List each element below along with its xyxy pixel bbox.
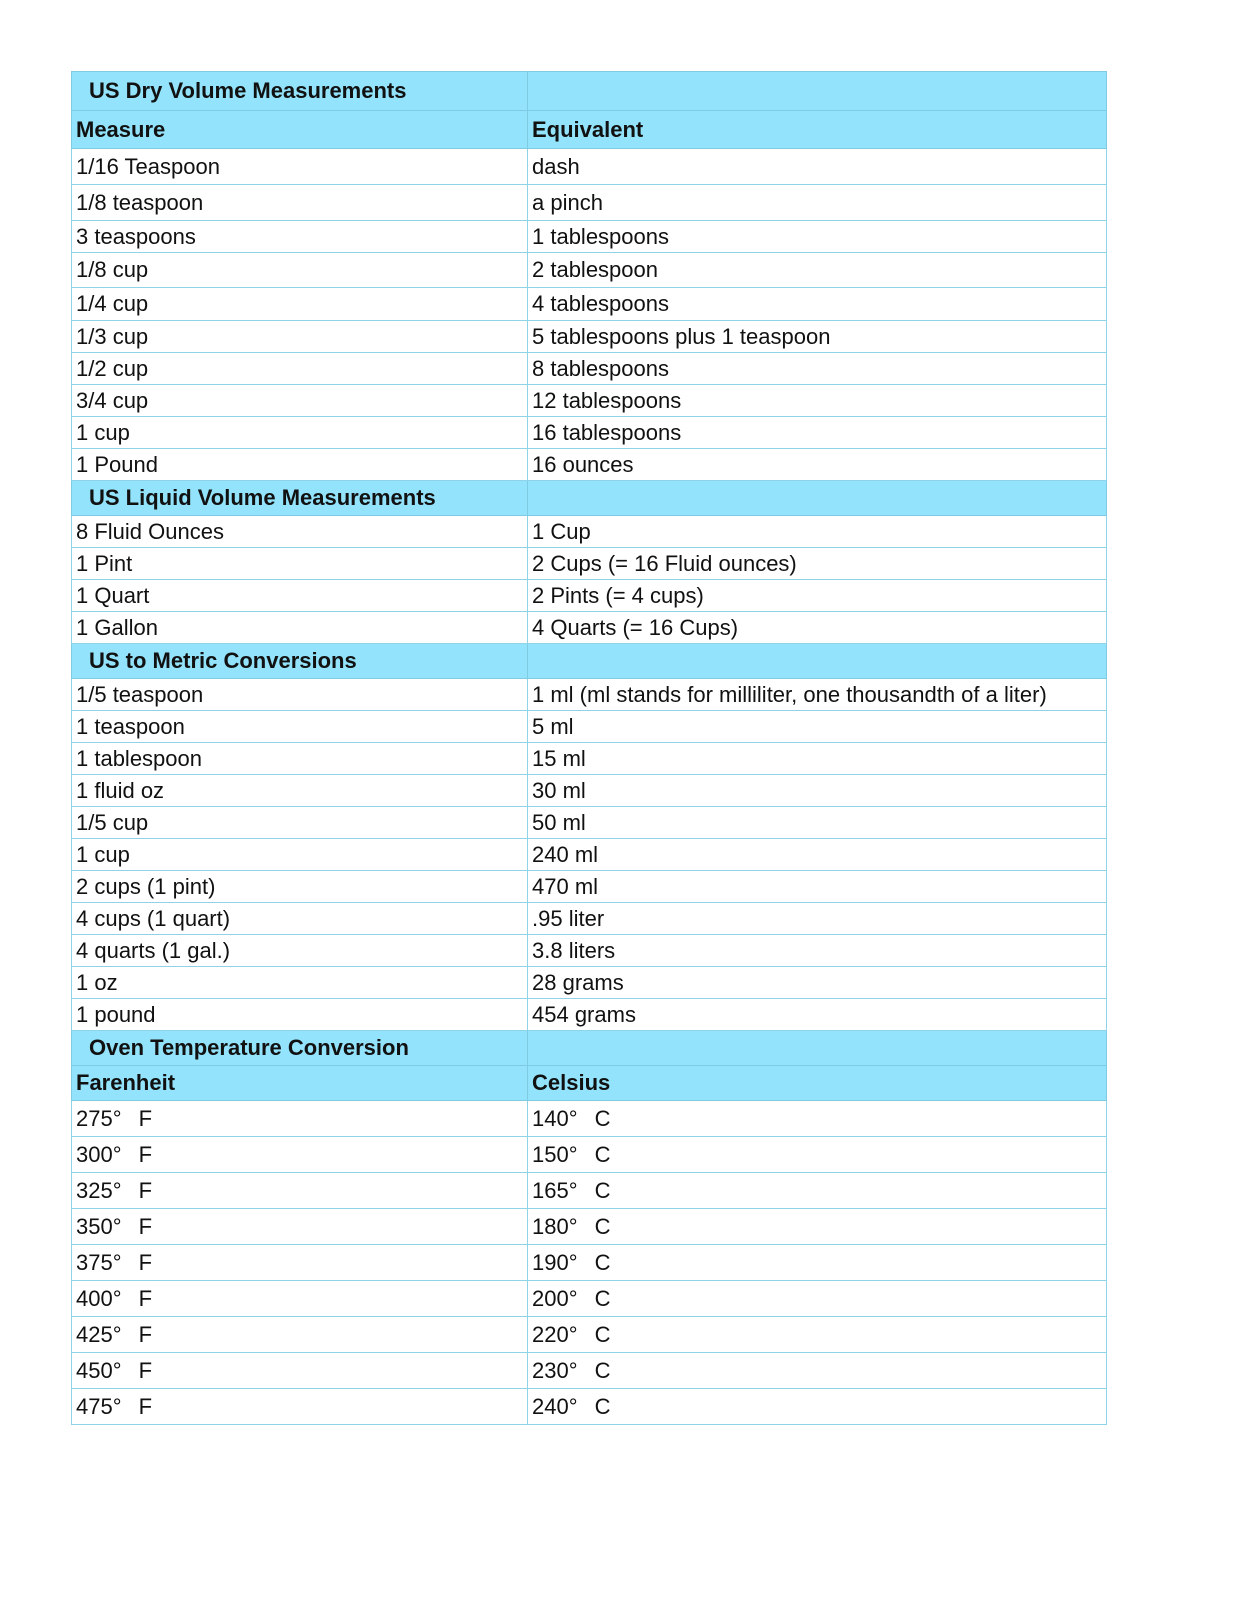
measure-cell: 450° F xyxy=(72,1353,528,1389)
table-row xyxy=(72,743,1107,775)
section-title-row xyxy=(72,644,1107,679)
equivalent-cell: a pinch xyxy=(528,185,1107,221)
equivalent-cell: 140° C xyxy=(528,1101,1107,1137)
table-row xyxy=(72,903,1107,935)
measure-cell: 1 pound xyxy=(72,999,528,1031)
measure-cell: 350° F xyxy=(72,1209,528,1245)
table-row xyxy=(72,679,1107,711)
table-row xyxy=(72,449,1107,481)
table-row xyxy=(72,288,1107,321)
equivalent-cell: 150° C xyxy=(528,1137,1107,1173)
measure-cell: 2 cups (1 pint) xyxy=(72,871,528,903)
table-row xyxy=(72,580,1107,612)
measure-cell: 1 teaspoon xyxy=(72,711,528,743)
equivalent-cell: 5 ml xyxy=(528,711,1107,743)
table-row xyxy=(72,999,1107,1031)
equivalent-cell: 240° C xyxy=(528,1389,1107,1425)
equivalent-cell: 240 ml xyxy=(528,839,1107,871)
equivalent-cell: 230° C xyxy=(528,1353,1107,1389)
column-header-row xyxy=(72,111,1107,149)
table-row xyxy=(72,385,1107,417)
section-title-blank-cell xyxy=(528,1031,1107,1066)
measure-cell: 300° F xyxy=(72,1137,528,1173)
measure-cell: 1 Pound xyxy=(72,449,528,481)
equivalent-cell: 190° C xyxy=(528,1245,1107,1281)
measure-cell: 1 Gallon xyxy=(72,612,528,644)
column-header-row xyxy=(72,1066,1107,1101)
measure-cell: 325° F xyxy=(72,1173,528,1209)
equivalent-cell: 5 tablespoons plus 1 teaspoon xyxy=(528,321,1107,353)
table-row xyxy=(72,516,1107,548)
equivalent-cell: 1 ml (ml stands for milliliter, one thousandth of a liter) xyxy=(528,679,1107,711)
equivalent-cell: 8 tablespoons xyxy=(528,353,1107,385)
section-title-row xyxy=(72,1031,1107,1066)
equivalent-cell: 454 grams xyxy=(528,999,1107,1031)
section-title: Oven Temperature Conversion xyxy=(72,1031,528,1066)
table-row xyxy=(72,253,1107,288)
table-row xyxy=(72,1137,1107,1173)
section-title: US to Metric Conversions xyxy=(72,644,528,679)
table-row xyxy=(72,417,1107,449)
table-row xyxy=(72,807,1107,839)
measure-cell: 8 Fluid Ounces xyxy=(72,516,528,548)
equivalent-cell: 3.8 liters xyxy=(528,935,1107,967)
section-title-blank-cell xyxy=(528,644,1107,679)
measure-cell: 1/5 cup xyxy=(72,807,528,839)
equivalent-cell: 2 Pints (= 4 cups) xyxy=(528,580,1107,612)
table-row xyxy=(72,149,1107,185)
table-row xyxy=(72,1281,1107,1317)
table-row xyxy=(72,871,1107,903)
measure-cell: 1 fluid oz xyxy=(72,775,528,807)
equivalent-cell: 16 tablespoons xyxy=(528,417,1107,449)
measure-cell: 1/16 Teaspoon xyxy=(72,149,528,185)
column-header: Equivalent xyxy=(528,111,1107,149)
measure-cell: 1 Quart xyxy=(72,580,528,612)
measure-cell: 1/4 cup xyxy=(72,288,528,321)
equivalent-cell: 220° C xyxy=(528,1317,1107,1353)
measure-cell: 1/5 teaspoon xyxy=(72,679,528,711)
measure-cell: 475° F xyxy=(72,1389,528,1425)
equivalent-cell: 4 Quarts (= 16 Cups) xyxy=(528,612,1107,644)
measure-cell: 4 cups (1 quart) xyxy=(72,903,528,935)
equivalent-cell: 50 ml xyxy=(528,807,1107,839)
table-row xyxy=(72,1173,1107,1209)
measure-cell: 425° F xyxy=(72,1317,528,1353)
table-row xyxy=(72,935,1107,967)
section-title-row xyxy=(72,481,1107,516)
measure-cell: 3/4 cup xyxy=(72,385,528,417)
measure-cell: 1 cup xyxy=(72,839,528,871)
equivalent-cell: dash xyxy=(528,149,1107,185)
table-row xyxy=(72,548,1107,580)
table-row xyxy=(72,185,1107,221)
equivalent-cell: 28 grams xyxy=(528,967,1107,999)
table-row xyxy=(72,1389,1107,1425)
measure-cell: 1/8 cup xyxy=(72,253,528,288)
conversion-table-body xyxy=(72,72,1107,1425)
measure-cell: 1/3 cup xyxy=(72,321,528,353)
table-row xyxy=(72,1317,1107,1353)
equivalent-cell: 165° C xyxy=(528,1173,1107,1209)
measure-cell: 1/8 teaspoon xyxy=(72,185,528,221)
measure-cell: 1/2 cup xyxy=(72,353,528,385)
table-row xyxy=(72,967,1107,999)
equivalent-cell: 30 ml xyxy=(528,775,1107,807)
section-title-blank-cell xyxy=(528,481,1107,516)
equivalent-cell: 200° C xyxy=(528,1281,1107,1317)
measure-cell: 4 quarts (1 gal.) xyxy=(72,935,528,967)
table-row xyxy=(72,612,1107,644)
measure-cell: 400° F xyxy=(72,1281,528,1317)
table-row xyxy=(72,321,1107,353)
measure-cell: 375° F xyxy=(72,1245,528,1281)
equivalent-cell: 4 tablespoons xyxy=(528,288,1107,321)
equivalent-cell: 15 ml xyxy=(528,743,1107,775)
table-row xyxy=(72,1353,1107,1389)
column-header: Celsius xyxy=(528,1066,1107,1101)
table-row xyxy=(72,839,1107,871)
table-row xyxy=(72,775,1107,807)
section-title-blank-cell xyxy=(528,72,1107,111)
measure-cell: 1 cup xyxy=(72,417,528,449)
section-title: US Liquid Volume Measurements xyxy=(72,481,528,516)
equivalent-cell: .95 liter xyxy=(528,903,1107,935)
column-header: Measure xyxy=(72,111,528,149)
equivalent-cell: 12 tablespoons xyxy=(528,385,1107,417)
equivalent-cell: 2 Cups (= 16 Fluid ounces) xyxy=(528,548,1107,580)
equivalent-cell: 1 Cup xyxy=(528,516,1107,548)
equivalent-cell: 16 ounces xyxy=(528,449,1107,481)
table-row xyxy=(72,221,1107,253)
table-row xyxy=(72,353,1107,385)
section-title-row xyxy=(72,72,1107,111)
section-title: US Dry Volume Measurements xyxy=(72,72,528,111)
table-row xyxy=(72,1101,1107,1137)
measure-cell: 1 oz xyxy=(72,967,528,999)
conversion-table xyxy=(71,71,1107,1425)
measure-cell: 1 tablespoon xyxy=(72,743,528,775)
measure-cell: 3 teaspoons xyxy=(72,221,528,253)
equivalent-cell: 1 tablespoons xyxy=(528,221,1107,253)
column-header: Farenheit xyxy=(72,1066,528,1101)
table-row xyxy=(72,1209,1107,1245)
table-row xyxy=(72,711,1107,743)
measure-cell: 1 Pint xyxy=(72,548,528,580)
equivalent-cell: 2 tablespoon xyxy=(528,253,1107,288)
equivalent-cell: 470 ml xyxy=(528,871,1107,903)
table-row xyxy=(72,1245,1107,1281)
equivalent-cell: 180° C xyxy=(528,1209,1107,1245)
measure-cell: 275° F xyxy=(72,1101,528,1137)
